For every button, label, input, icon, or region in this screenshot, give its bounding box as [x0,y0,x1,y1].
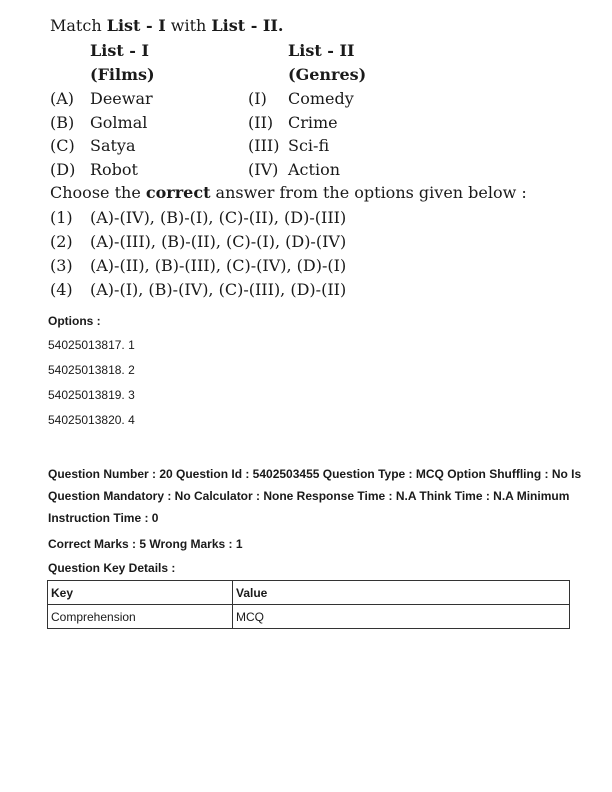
option-item: 54025013820. 4 [48,413,135,427]
list1-item-text: Deewar [90,89,153,108]
list1-item-label: (D) [50,160,76,179]
list1-item-label: (C) [50,136,75,155]
list1-item-text: Robot [90,160,138,179]
answer-number: (4) [50,280,73,299]
list2-item-label: (I) [248,89,267,108]
option-item: 54025013819. 3 [48,388,135,402]
list1-title: List - I [90,41,149,60]
option-item: 54025013818. 2 [48,363,135,377]
table-cell-key: Comprehension [48,605,233,629]
question-meta-line: Question Number : 20 Question Id : 5402503455 Question Type : MCQ Option Shuffling : No Is [48,467,582,481]
answer-text: (A)-(IV), (B)-(I), (C)-(II), (D)-(III) [90,208,347,227]
list2-item-text: Crime [288,113,338,132]
list2-title: List - II [288,41,355,60]
list2-item-label: (III) [248,136,280,155]
key-details-label: Question Key Details : [48,561,176,575]
list1-item-label: (B) [50,113,75,132]
choose-instruction: Choose the correct answer from the options given below : [50,183,527,202]
table-header-key: Key [48,581,233,605]
table-row [48,605,570,629]
list2-item-text: Sci-fi [288,136,330,155]
list2-item-label: (II) [248,113,274,132]
question-meta-line: Instruction Time : 0 [48,511,159,525]
answer-number: (3) [50,256,73,275]
table-header-row [48,581,570,605]
answer-text: (A)-(II), (B)-(III), (C)-(IV), (D)-(I) [90,256,347,275]
table-header-value: Value [233,581,570,605]
options-label: Options : [48,314,101,328]
list1-item-text: Satya [90,136,136,155]
marks-info: Correct Marks : 5 Wrong Marks : 1 [48,537,243,551]
answer-text: (A)-(I), (B)-(IV), (C)-(III), (D)-(II) [90,280,347,299]
option-item: 54025013817. 1 [48,338,135,352]
answer-text: (A)-(III), (B)-(II), (C)-(I), (D)-(IV) [90,232,347,251]
question-meta-line: Question Mandatory : No Calculator : None Response Time : N.A Think Time : N.A Minimum [48,489,570,503]
list1-item-text: Golmal [90,113,148,132]
key-details-table [47,580,570,629]
answer-number: (2) [50,232,73,251]
list2-item-label: (IV) [248,160,279,179]
answer-number: (1) [50,208,73,227]
question-intro: Match List - I with List - II. [50,16,284,35]
list2-subtitle: (Genres) [288,65,367,84]
list2-item-text: Comedy [288,89,354,108]
list1-item-label: (A) [50,89,75,108]
list1-subtitle: (Films) [90,65,155,84]
list2-item-text: Action [288,160,340,179]
table-cell-value: MCQ [233,605,570,629]
